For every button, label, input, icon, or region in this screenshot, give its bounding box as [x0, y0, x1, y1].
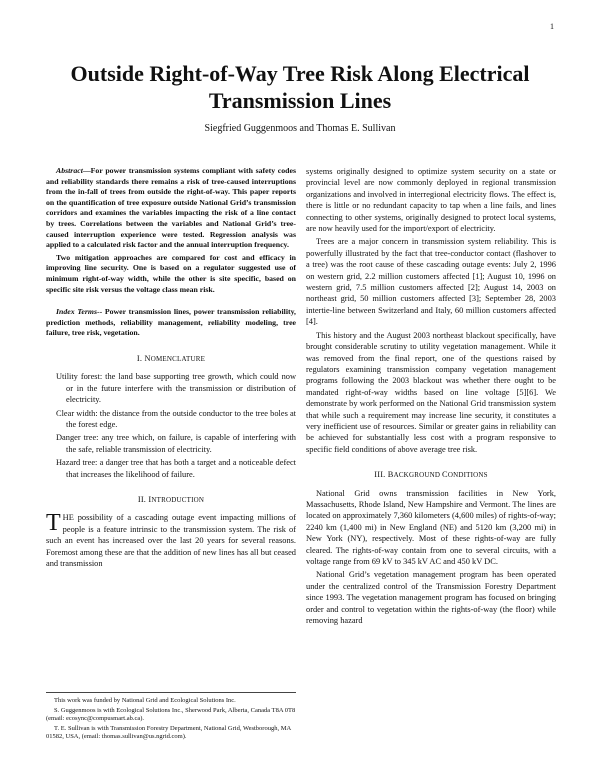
drop-cap: T: [46, 510, 61, 537]
body-paragraph: systems originally designed to optimize system security on a state or provincial level are now commonly deployed in regional transmission organizations and involved in interregional electricity flows. The effect is, there is little or no redundant capacity to tap when a line fails, and lines connecting to other systems, originally designed to protect local systems, are now heavily used for the import/export of electricity.: [306, 167, 556, 234]
footnotes: [46, 692, 296, 743]
index-terms-lead: Index Terms: [56, 307, 97, 317]
left-column: [46, 166, 296, 571]
right-column: [306, 166, 556, 628]
nomenclature-item: Danger tree: any tree which, on failure, is capable of interfering with the safe, reliable transmission of electricity.: [56, 433, 296, 454]
abstract-paragraph-1: Abstract—For power transmission systems compliant with safety codes and reliability standards there remains a risk of tree-caused interruptions from the in-fall of trees from outside the right-of-way. This paper reports on the quantification of tree exposure outside National Grid’s transmission corridors and examines the variables impacting the risk of a line contact by trees. Correlations between the variables and National Grid’s tree-caused interruption experience were tested. Regression analysis was applied to a calculated risk factor and the annual interruption frequency.: [46, 166, 296, 250]
page-number: 1: [550, 22, 554, 31]
footnote: S. Guggenmoos is with Ecological Solutions Inc., Sherwood Park, Alberta, Canada T8A 0T8 (email: ecosync@compusmart.ab.ca).: [46, 706, 296, 723]
nomenclature-list: [46, 371, 296, 480]
index-terms: [46, 307, 296, 339]
nomenclature-item: Clear width: the distance from the outside conductor to the tree boles at the forest edge.: [56, 408, 296, 429]
abstract: [46, 166, 296, 295]
abstract-lead: Abstract: [56, 166, 83, 175]
abstract-paragraph-2: Two mitigation approaches are compared for cost and efficacy in improving line security. One is based on a regulator suggested use of minimum right-of-way width, while the other is site specific, based on specific site risk versus the voltage class mean risk.: [46, 252, 296, 294]
section-heading-background: III. BACKGROUND CONDITIONS: [374, 470, 488, 480]
section-heading-nomenclature: I. NOMENCLATURE: [136, 353, 206, 363]
section-heading-introduction: II. INTRODUCTION: [137, 494, 205, 504]
author-line: Siegfried Guggenmoos and Thomas E. Sullivan: [204, 123, 396, 134]
nomenclature-item: Hazard tree: a danger tree that has both a target and a noticeable defect that increases the likelihood of failure.: [56, 458, 296, 479]
footnote: T. E. Sullivan is with Transmission Forestry Department, National Grid, Westborough, MA 01582, USA, (email: thomas.sullivan@us.ngrid.com).: [46, 724, 291, 741]
footnote: This work was funded by National Grid and Ecological Solutions Inc.: [54, 697, 236, 704]
introduction-paragraph: THE possibility of a cascading outage event impacting millions of people is a feature intrinsic to the transmission system. The risk of such an event has increased over the last 20 years for several reasons. Foremost among these are that the addition of new lines has all but ceased and transmission: [46, 510, 296, 568]
body-paragraph: This history and the August 2003 northeast blackout specifically, have brought considerable scrutiny to utility vegetation management. While it was removed from the final report, one of the questions raised by regulators examining transmission company vegetation management programs following the 2003 blackout was whether there ought to be mandated right-of-way widths based on line voltage [5][6]. We demonstrate by work performed on the National Grid transmission system that while such a requirement may increase line security, it constitutes a very inefficient use of resources. Similar or greater gains in reliability can be achieved for substantially less cost with a program responsive to specific field conditions of above average tree risk.: [306, 330, 556, 454]
body-paragraph: Trees are a major concern in transmission system reliability. This is powerfully illustrated by the fact that tree-conductor contact (flashover to a tree) was the root cause of these cascading outage events: July 2, 1996 on western grid, 2.2 million customers affected [1]; August 10, 1996 on western grid, 7.5 million customers affected [2]; August 14, 2003 on northeast grid, 50 million customers affected [3]; September 28, 2003 intertie-line between Switzerland and Italy, 60 million customers affected [4].: [306, 237, 556, 327]
index-terms-text: -- Power transmission lines, power transmission reliability, prediction methods, reliability management, reliability modeling, tree failure, tree risk, vegetation.: [46, 307, 297, 338]
paper-title: Outside Right-of-Way Tree Risk Along Electrical Transmission Lines: [70, 61, 530, 113]
introduction: [46, 512, 296, 569]
nomenclature-item: Utility forest: the land base supporting tree growth, which could now or in the future interfere with the transmission or distribution of electricity.: [56, 372, 296, 405]
body-paragraph: National Grid owns transmission facilities in New York, Massachusetts, Rhode Island, New Hampshire and Vermont. The lines are located on approximately 7,360 kilometers (4,600 miles) of rights-of-way; 2240 km (1,400 mi) in New England (NE) and 5120 km (3,200 mi) in New York (NY), respectively. Most of these rights-of-way are fully cleared. The rights-of-way contain from one to several circuits, with a voltage range from 69 kV to 345 kV AC and 450 kV DC.: [306, 488, 556, 566]
body-paragraph: National Grid’s vegetation management program has been operated under the centralized control of the Transmission Forestry Department since 1993. The vegetation management program has focused on bringing order and control to vegetation within the rights-of-way (the floor) while removing hazard: [306, 570, 556, 626]
